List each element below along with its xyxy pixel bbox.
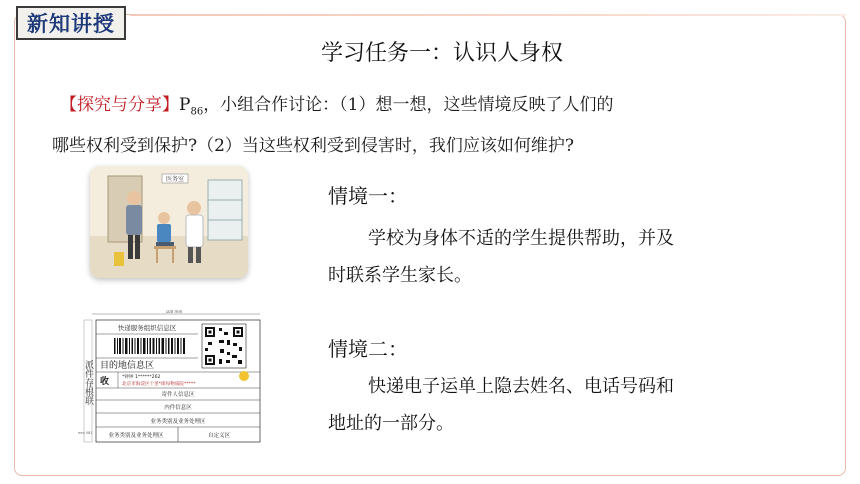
situation-1-line-1: 学校为身体不适的学生提供帮助，并及 <box>368 228 674 249</box>
waybill-masked-address: 北京市海淀区十里*街每物质院***** <box>122 382 196 387</box>
task-label: 【探究与分享】 <box>60 95 179 115</box>
waybill-destination-area: 目的地信息区 <box>100 361 155 371</box>
waybill-masked-name: *钟钟 1******262 <box>122 375 161 380</box>
smile-emoji-icon <box>239 371 249 381</box>
situation-1-line-2: 时联系学生家长。 <box>328 265 472 286</box>
situation-2-line-1: 快递电子运单上隐去姓名、电话号码和 <box>368 376 674 397</box>
waybill-width-label: 100 mm <box>165 310 183 314</box>
task-line-1 <box>60 88 800 129</box>
waybill-image <box>74 310 264 446</box>
waybill-side-label: 派件存根联 <box>83 360 93 405</box>
situation-2-text <box>328 368 748 442</box>
sign-text: 医务室 <box>165 176 185 183</box>
top-divider <box>130 14 846 16</box>
infirmary-illustration <box>90 166 248 278</box>
qr-code <box>202 324 246 368</box>
section-badge: 新知讲授 <box>16 6 126 40</box>
page-ref: P <box>179 95 191 115</box>
waybill-custom-area: 自定义区 <box>207 433 231 439</box>
infirmary-scene-image <box>90 166 248 278</box>
waybill-side-small: mm 081 <box>78 431 93 435</box>
waybill-content-area: 内件信息区 <box>164 405 192 411</box>
waybill-illustration <box>74 310 264 446</box>
situation-1-title: 情境一： <box>328 184 408 208</box>
waybill-business-area-2: 业务类别及业务处理区 <box>108 433 164 439</box>
task-line-2: 哪些权利受到保护?（2）当这些权利受到侵害时，我们应该如何维护? <box>52 136 575 157</box>
task-prompt <box>52 88 800 163</box>
waybill-service-area: 快递服务组织信息区 <box>117 324 177 332</box>
page-title: 学习任务一：认识人身权 <box>320 41 563 66</box>
situation-1-text <box>328 220 748 294</box>
waybill-receiver: 收 <box>100 377 110 387</box>
waybill-sender-area: 寄件人信息区 <box>161 392 195 398</box>
situation-2-line-2: 地址的一部分。 <box>328 413 454 434</box>
task-line-1-text: ，小组合作讨论：（1）想一想，这些情境反映了人们的 <box>203 95 614 115</box>
page-ref-number: 86 <box>190 106 204 118</box>
situation-2-title: 情境二： <box>328 337 408 361</box>
waybill-business-area: 业务类别及业务处理区 <box>150 419 206 425</box>
